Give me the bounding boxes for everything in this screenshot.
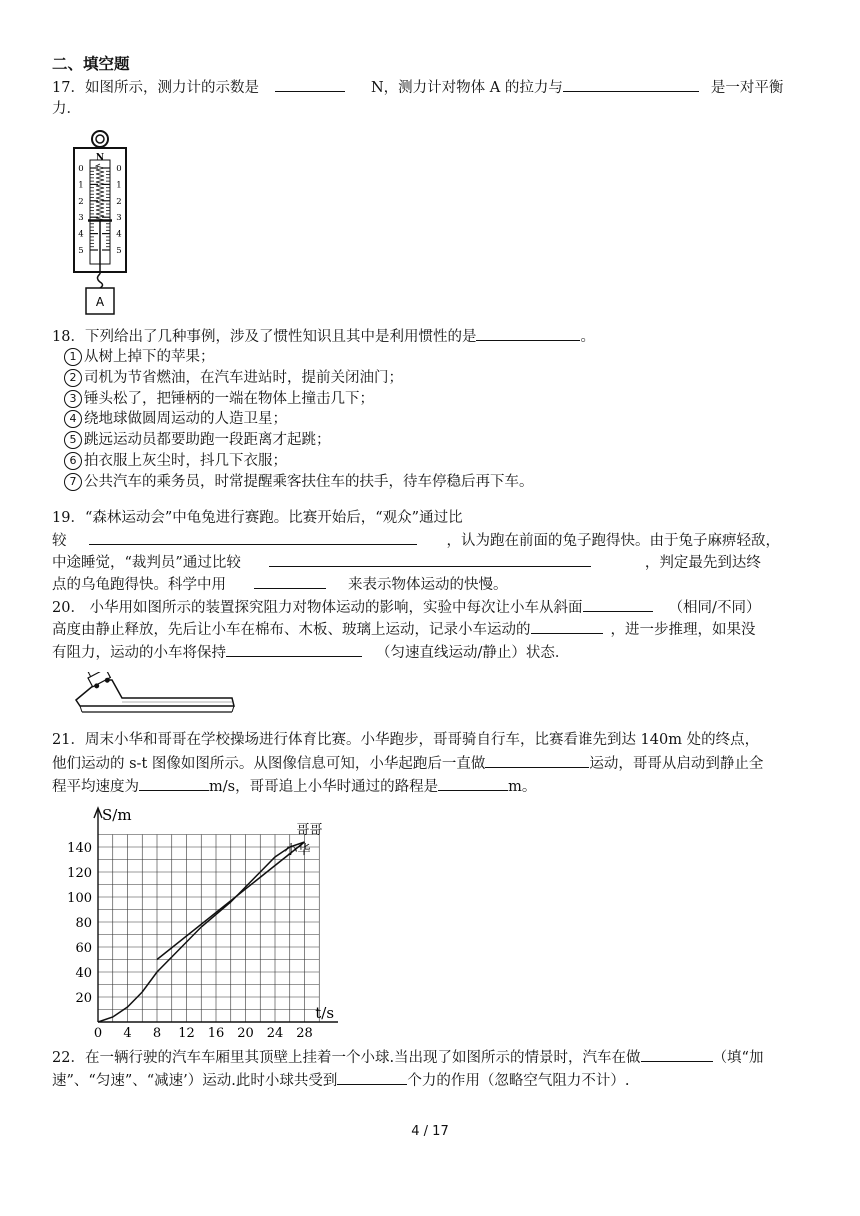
q21-line2: 他们运动的 s-t 图像如图所示。从图像信息可知，小华起跑后一直做 运动，哥哥从启动到静止全: [52, 753, 808, 774]
scale-tick-label: 1: [78, 180, 84, 191]
q20-blank3[interactable]: [226, 642, 362, 657]
scale-tick-label: 5: [78, 246, 84, 256]
q19-line3: 中途睡觉，“裁判员”通过比较 ，判定最先到达终: [52, 552, 808, 573]
q19-blank2[interactable]: [269, 552, 591, 567]
q22-line2: 速”、“匀速”、“减速’）运动.此时小球共受到 个力的作用（忽略空气阻力不计）.: [52, 1070, 808, 1091]
q18-option: [64, 368, 403, 388]
q19-blank1[interactable]: [89, 530, 417, 545]
x-axis-label: t/s: [315, 1004, 335, 1022]
scale-tick-label: 4: [78, 229, 84, 240]
option-number: 2: [64, 369, 82, 387]
q21-blank2[interactable]: [139, 776, 209, 791]
q21-blank3[interactable]: [438, 776, 508, 791]
scale-tick-label: 2: [78, 196, 84, 207]
option-number: 3: [64, 390, 82, 408]
q18-blank[interactable]: [476, 326, 580, 341]
option-number: 4: [64, 410, 82, 428]
option-number: 7: [64, 473, 82, 491]
option-text: 司机为节省燃油，在汽车进站时，提前关闭油门；: [84, 369, 403, 386]
x-tick-label: 24: [266, 1026, 284, 1040]
q22-blank2[interactable]: [337, 1070, 407, 1085]
q17-blank2[interactable]: [563, 77, 699, 92]
option-number: 5: [64, 431, 82, 449]
q18-option: [64, 389, 374, 409]
scale-tick-label: 2: [116, 196, 122, 207]
y-tick-label: 80: [75, 916, 92, 931]
q22-line1: 22．在一辆行驶的汽车车厢里其顶壁上挂着一个小球.当出现了如图所示的情景时，汽车在做 （填“加: [52, 1047, 808, 1068]
spring-scale-figure: [68, 128, 138, 316]
x-tick-label: 8: [152, 1026, 162, 1040]
q20-blank1[interactable]: [583, 597, 653, 612]
q21-blank1[interactable]: [485, 753, 589, 768]
x-tick-label: 28: [296, 1026, 313, 1040]
q17-line1: 17．如图所示，测力计的示数是 N，测力计对物体 A 的拉力与 是一对平衡: [52, 77, 808, 98]
q20-line2: 高度由静止释放，先后让小车在棉布、木板、玻璃上运动，记录小车运动的 ，进一步推理，如果没: [52, 619, 808, 640]
q18-option: [64, 347, 215, 367]
y-tick-label: 40: [75, 966, 92, 981]
q18-option: [64, 430, 331, 450]
option-text: 从树上掉下的苹果；: [84, 349, 215, 365]
q20-line1: 20． 小华用如图所示的装置探究阻力对物体运动的影响，实验中每次让小车从斜面 （相同/不同）: [52, 597, 808, 618]
series-label: 哥哥: [296, 823, 323, 838]
page-number: 4 / 17: [411, 1124, 449, 1139]
option-text: 公共汽车的乘务员，时常提醒乘客扶住车的扶手，待车停稳后再下车。: [84, 473, 534, 490]
scale-tick-label: 3: [116, 213, 122, 224]
q21-line3: 程平均速度为 m/s，哥哥追上小华时通过的路程是 m。: [52, 776, 808, 797]
block-a: A: [95, 295, 105, 309]
scale-tick-label: 5: [116, 246, 122, 256]
q17-blank1[interactable]: [275, 77, 345, 92]
option-number: 1: [64, 348, 82, 366]
x-tick-label: 20: [237, 1026, 254, 1040]
option-number: 6: [64, 452, 82, 470]
y-tick-label: 120: [67, 866, 92, 881]
scale-tick-label: 4: [116, 229, 122, 240]
s-t-chart: [60, 800, 350, 1040]
x-tick-label: 0: [93, 1026, 103, 1040]
x-tick-label: 16: [207, 1026, 225, 1040]
q19-line1: 19．“森林运动会”中龟兔进行赛跑。比赛开始后，“观众”通过比: [52, 510, 463, 526]
y-tick-label: 100: [67, 891, 92, 906]
q22-blank1[interactable]: [641, 1047, 713, 1062]
q19-line4: 点的乌龟跑得快。科学中用 来表示物体运动的快慢。: [52, 574, 808, 595]
x-tick-label: 12: [178, 1026, 195, 1040]
q18-option: [64, 472, 534, 492]
q18-option: [64, 409, 287, 429]
scale-tick-label: 1: [116, 180, 122, 191]
section-title: 二、填空题: [52, 55, 130, 73]
q19-line2: 较 ，认为跑在前面的兔子跑得快。由于兔子麻痹轻敌，: [52, 530, 808, 551]
y-tick-label: 140: [67, 841, 92, 856]
q21-line1: 21．周末小华和哥哥在学校操场进行体育比赛。小华跑步，哥哥骑自行车，比赛看谁先到达 140m 处的终点，: [52, 732, 760, 748]
x-tick-label: 4: [123, 1026, 132, 1040]
incline-cart-figure: [72, 672, 238, 718]
q18-option: [64, 451, 287, 471]
q17-line2: 力．: [52, 101, 81, 117]
q18-stem: 18．下列给出了几种事例，涉及了惯性知识且其中是利用惯性的是 。: [52, 326, 808, 347]
scale-tick-label: 0: [116, 164, 122, 174]
scale-unit: N: [95, 153, 105, 163]
y-tick-label: 20: [75, 991, 92, 1006]
q20-line3: 有阻力，运动的小车将保持 （匀速直线运动/静止）状态．: [52, 642, 808, 663]
option-text: 绕地球做圆周运动的人造卫星；: [84, 411, 287, 428]
option-text: 跳远运动员都要助跑一段距离才起跳；: [84, 432, 331, 449]
q19-blank3[interactable]: [254, 574, 326, 589]
q20-blank2[interactable]: [531, 619, 603, 634]
y-axis-label: S/m: [102, 806, 132, 824]
option-text: 锤头松了，把锤柄的一端在物体上撞击几下；: [84, 390, 374, 407]
option-text: 拍衣服上灰尘时，抖几下衣服；: [84, 453, 287, 469]
series-label: 小华: [284, 843, 311, 858]
scale-tick-label: 3: [78, 213, 84, 224]
scale-tick-label: 0: [78, 164, 84, 174]
y-tick-label: 60: [75, 941, 92, 956]
